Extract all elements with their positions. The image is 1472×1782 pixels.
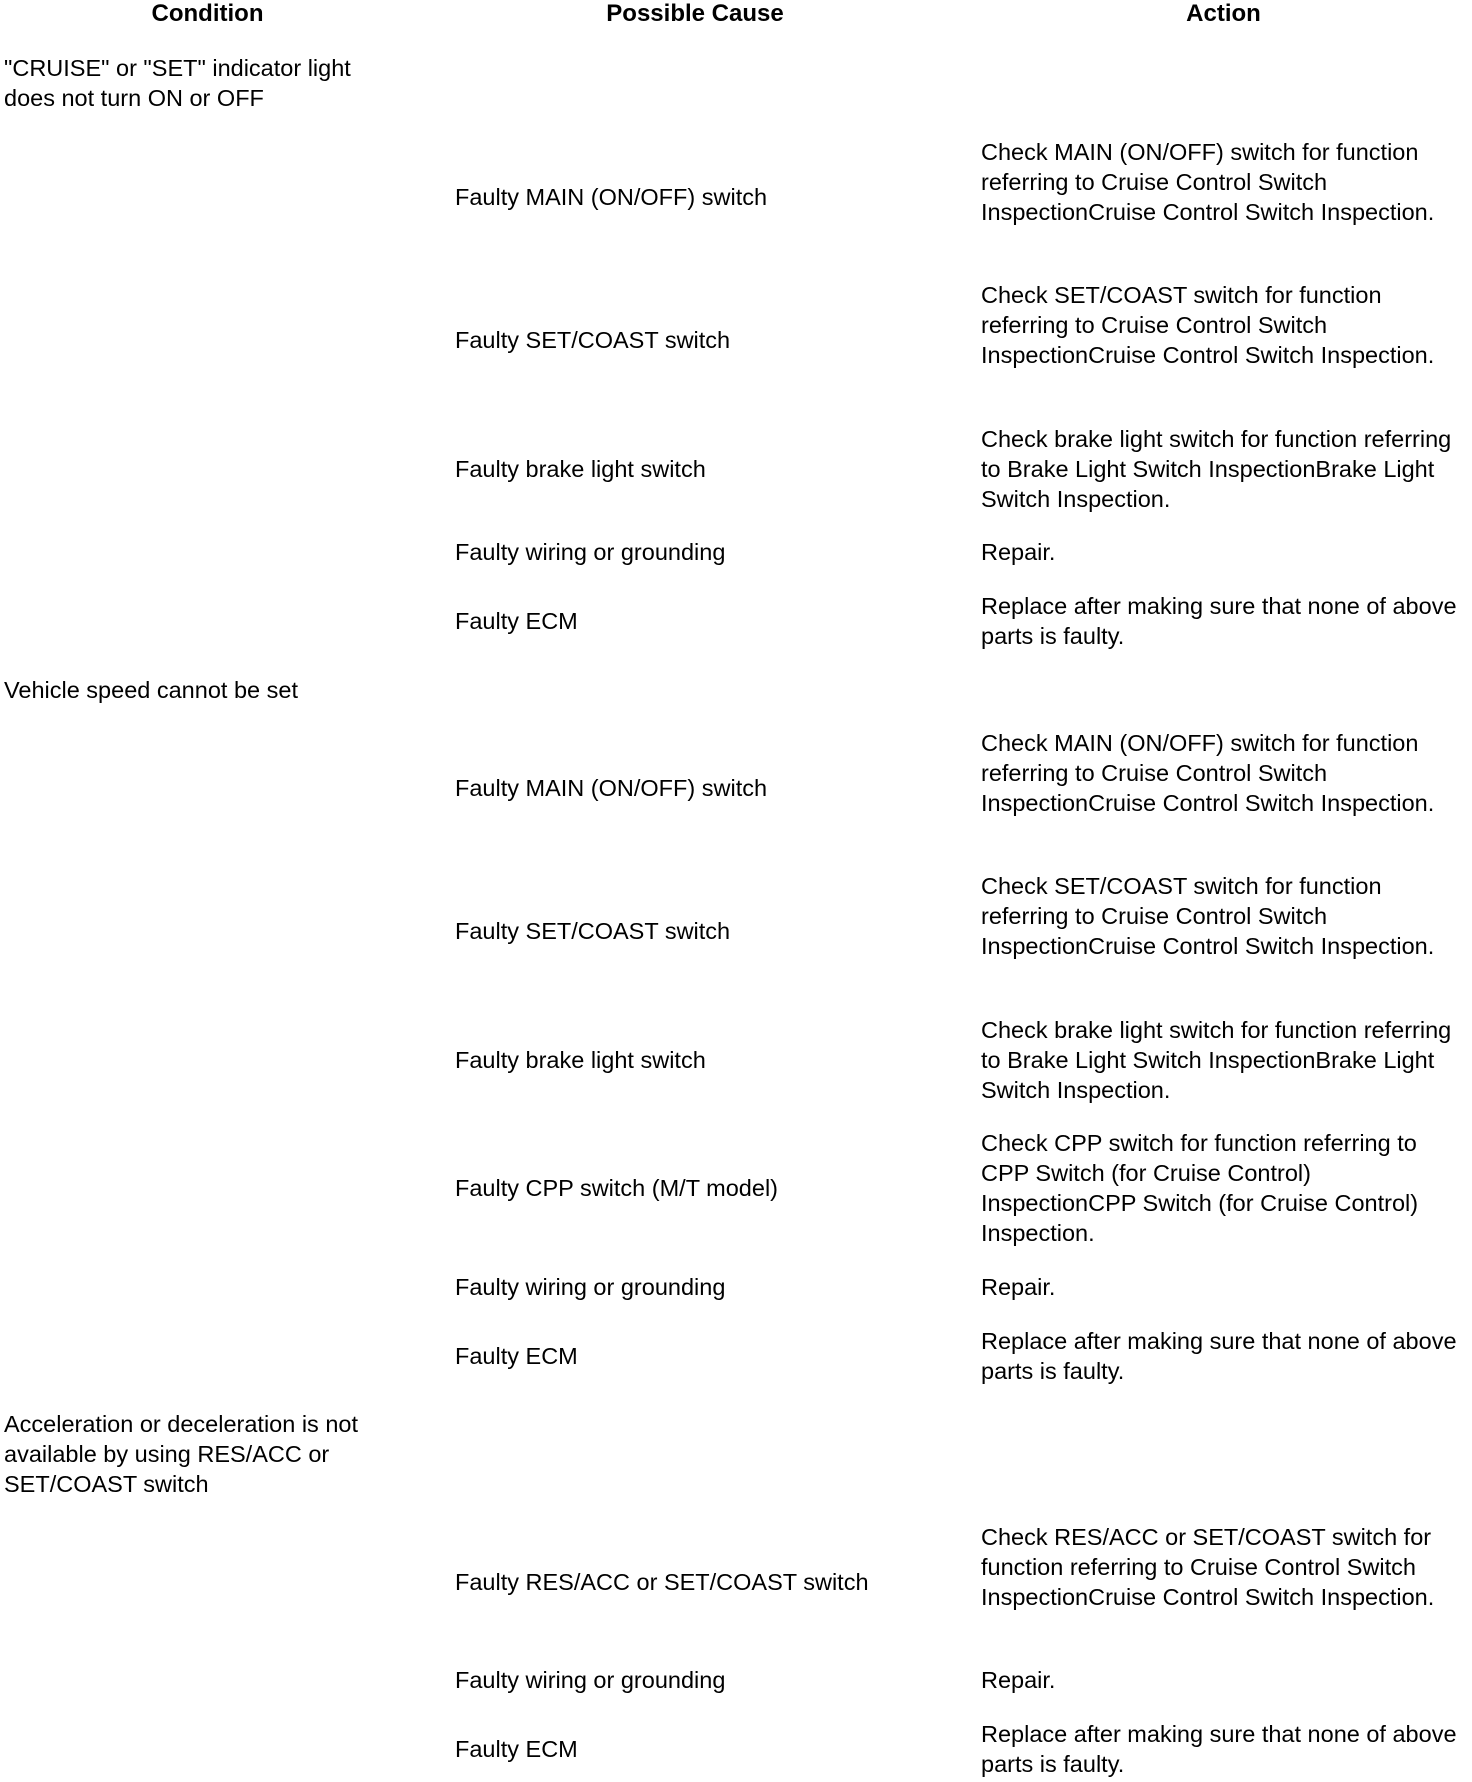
action-cell: Check CPP switch for function referring to CPP Switch (for Cruise Control) InspectionCPP Switch (for Cruise Control) Inspection.: [981, 1130, 1419, 1246]
cause-cell: Faulty RES/ACC or SET/COAST switch: [455, 1569, 869, 1595]
column-header-cause: Possible Cause: [606, 0, 784, 27]
action-cell: Repair.: [981, 1667, 1056, 1693]
cause-cell: Faulty brake light switch: [455, 456, 706, 482]
action-cell: Repair.: [981, 539, 1056, 565]
cause-cell: Faulty brake light switch: [455, 1047, 706, 1073]
cause-cell: Faulty SET/COAST switch: [455, 918, 731, 944]
action-cell: Replace after making sure that none of above parts is faulty.: [981, 1328, 1457, 1384]
cause-cell: Faulty CPP switch (M/T model): [455, 1175, 778, 1201]
column-header-action: Action: [1186, 0, 1261, 27]
condition-cell: Acceleration or deceleration is not available by using RES/ACC or SET/COAST switch: [4, 1411, 359, 1497]
action-cell: Check SET/COAST switch for function referring to Cruise Control Switch InspectionCruise Control Switch Inspection.: [981, 282, 1435, 368]
action-cell: Check brake light switch for function referring to Brake Light Switch InspectionBrake Light Switch Inspection.: [981, 1017, 1452, 1103]
column-header-condition: Condition: [151, 0, 264, 27]
action-cell: Check MAIN (ON/OFF) switch for function referring to Cruise Control Switch InspectionCruise Control Switch Inspection.: [981, 139, 1435, 225]
cause-cell: Faulty ECM: [455, 1736, 578, 1762]
cause-cell: Faulty MAIN (ON/OFF) switch: [455, 775, 768, 801]
action-cell: Replace after making sure that none of above parts is faulty.: [981, 1721, 1457, 1777]
cause-cell: Faulty MAIN (ON/OFF) switch: [455, 184, 768, 210]
cause-cell: Faulty wiring or grounding: [455, 1274, 726, 1300]
action-cell: Check RES/ACC or SET/COAST switch for function referring to Cruise Control Switch InspectionCruise Control Switch Inspection.: [981, 1524, 1435, 1610]
action-cell: Check brake light switch for function referring to Brake Light Switch InspectionBrake Light Switch Inspection.: [981, 426, 1452, 512]
cause-cell: Faulty ECM: [455, 1343, 578, 1369]
action-cell: Check MAIN (ON/OFF) switch for function referring to Cruise Control Switch InspectionCruise Control Switch Inspection.: [981, 730, 1435, 816]
cause-cell: Faulty ECM: [455, 608, 578, 634]
cause-cell: Faulty wiring or grounding: [455, 1667, 726, 1693]
action-cell: Repair.: [981, 1274, 1056, 1300]
condition-cell: Vehicle speed cannot be set: [4, 677, 298, 703]
cause-cell: Faulty wiring or grounding: [455, 539, 726, 565]
condition-cell: "CRUISE" or "SET" indicator light does not turn ON or OFF: [4, 55, 351, 111]
action-cell: Replace after making sure that none of above parts is faulty.: [981, 593, 1457, 649]
cause-cell: Faulty SET/COAST switch: [455, 327, 731, 353]
action-cell: Check SET/COAST switch for function referring to Cruise Control Switch InspectionCruise Control Switch Inspection.: [981, 873, 1435, 959]
